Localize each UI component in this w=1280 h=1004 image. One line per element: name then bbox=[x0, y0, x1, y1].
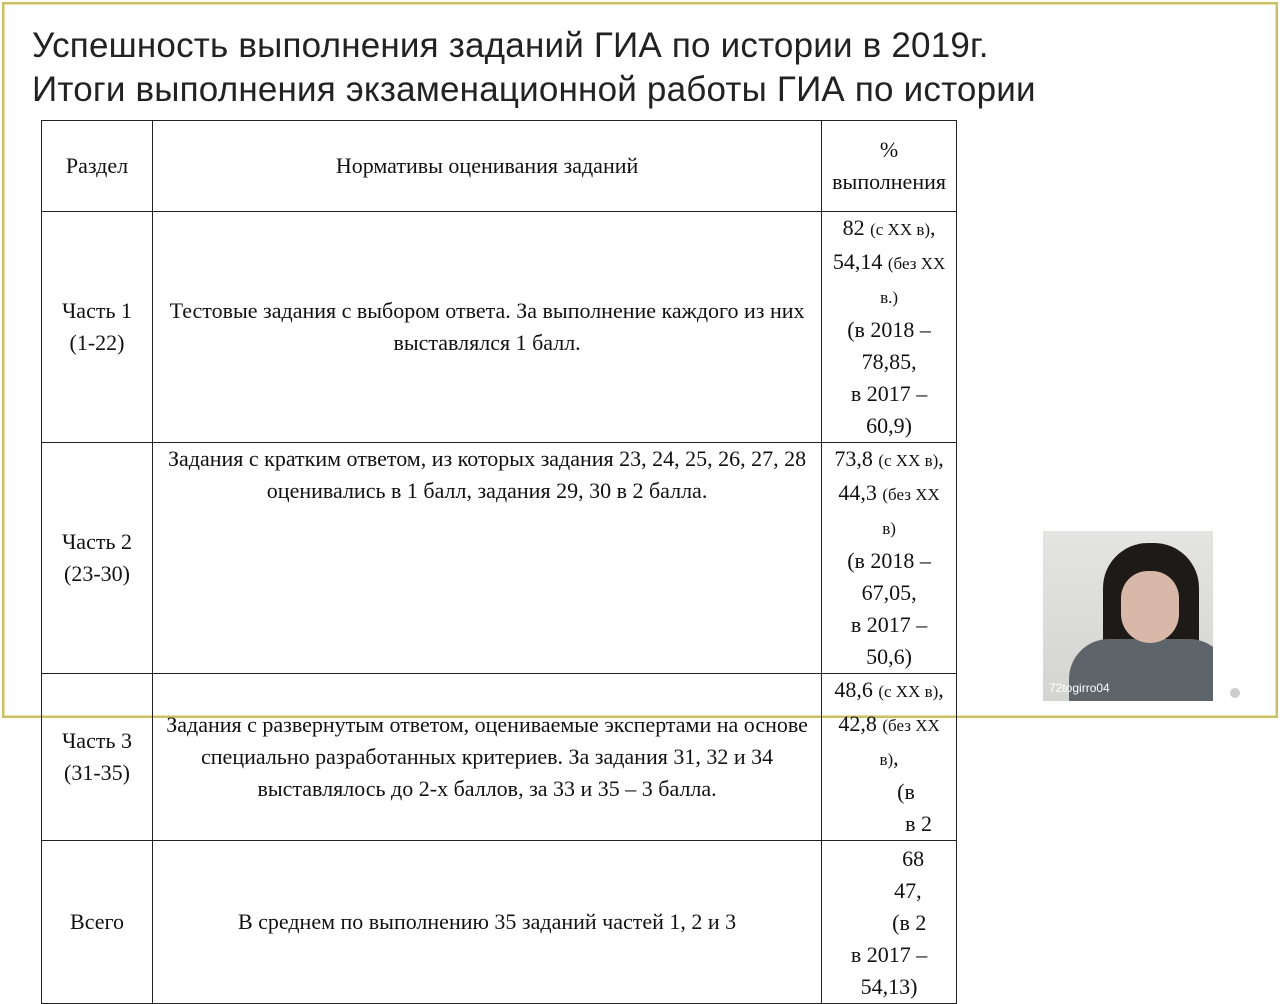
percent-value: 54,14 bbox=[832, 249, 888, 274]
percent-2018: (в bbox=[897, 779, 915, 804]
percent-note: (с XX в) bbox=[878, 451, 939, 470]
percent-cell bbox=[822, 212, 957, 443]
percent-value: 47, bbox=[894, 878, 922, 903]
title-line-2: Итоги выполнения экзаменационной работы ГИА по истории bbox=[32, 70, 1036, 109]
slide-title bbox=[32, 24, 1036, 112]
norms-cell: Задания с развернутым ответом, оцениваемые экспертами на основе специально разработанных критериев. За задания 31, 32 и 34 выставлялось до 2-х баллов, за 33 и 35 – 3 балла. bbox=[152, 674, 821, 841]
percent-cell bbox=[822, 674, 957, 841]
webcam-overlay bbox=[1043, 531, 1213, 701]
percent-note: (без XX в.) bbox=[880, 254, 946, 307]
percent-2018: (в 2 bbox=[892, 910, 927, 935]
section-cell bbox=[42, 674, 153, 841]
table-header-row bbox=[42, 121, 957, 212]
percent-note: (без XX в) bbox=[882, 485, 940, 538]
percent-value: 68 bbox=[902, 846, 925, 871]
webcam-label: 72togirro04 bbox=[1049, 681, 1110, 695]
percent-2017: в 2017 – 60,9) bbox=[850, 381, 928, 438]
header-section: Раздел bbox=[42, 121, 153, 212]
percent-value: 44,3 bbox=[838, 480, 883, 505]
overlay-indicator-icon[interactable] bbox=[1230, 688, 1240, 698]
section-name: Часть 2 bbox=[62, 529, 132, 554]
percent-2018: (в 2018 –78,85, bbox=[847, 317, 931, 374]
percent-value: 48,6 bbox=[834, 677, 879, 702]
header-norms: Нормативы оценивания заданий bbox=[152, 121, 821, 212]
percent-punct: , bbox=[893, 745, 899, 770]
results-table bbox=[41, 120, 957, 1004]
percent-punct: , bbox=[938, 677, 944, 702]
percent-punct: , bbox=[930, 215, 936, 240]
norms-cell: В среднем по выполнению 35 заданий частей 1, 2 и 3 bbox=[152, 841, 821, 1004]
percent-value: 73,8 bbox=[834, 446, 879, 471]
table-row bbox=[42, 443, 957, 674]
table-row bbox=[42, 674, 957, 841]
title-line-1: Успешность выполнения заданий ГИА по истории в 2019г. bbox=[32, 26, 989, 65]
section-cell bbox=[42, 212, 153, 443]
percent-note: (без XX в) bbox=[879, 716, 940, 769]
section-range: (23-30) bbox=[64, 561, 130, 586]
percent-2017: в 2017 – 50,6) bbox=[850, 612, 928, 669]
table-row bbox=[42, 212, 957, 443]
header-percent bbox=[822, 121, 957, 212]
percent-2017: в 2 bbox=[905, 811, 933, 836]
percent-2017: в 2017 – 54,13) bbox=[850, 942, 928, 999]
section-name: Часть 3 bbox=[62, 728, 132, 753]
section-range: (1-22) bbox=[69, 330, 125, 355]
percent-punct: , bbox=[938, 446, 944, 471]
percent-2018: (в 2018 – 67,05, bbox=[847, 548, 931, 605]
section-cell bbox=[42, 443, 153, 674]
percent-value: 82 bbox=[842, 215, 871, 240]
section-name: Часть 1 bbox=[62, 298, 132, 323]
section-cell: Всего bbox=[42, 841, 153, 1004]
table-row bbox=[42, 841, 957, 1004]
norms-cell: Тестовые задания с выбором ответа. За выполнение каждого из них выставлялся 1 балл. bbox=[152, 212, 821, 443]
percent-note: (с XX в) bbox=[870, 220, 931, 239]
header-percent-label: выполнения bbox=[832, 169, 946, 194]
section-range: (31-35) bbox=[64, 760, 130, 785]
header-percent-symbol: % bbox=[879, 137, 899, 162]
percent-value: 42,8 bbox=[838, 711, 883, 736]
webcam-person-face bbox=[1121, 571, 1179, 643]
percent-note: (с XX в) bbox=[878, 682, 939, 701]
percent-cell bbox=[822, 443, 957, 674]
norms-cell: Задания с кратким ответом, из которых задания 23, 24, 25, 26, 27, 28 оценивались в 1 балл, задания 29, 30 в 2 балла. bbox=[152, 443, 821, 674]
percent-cell bbox=[822, 841, 957, 1004]
